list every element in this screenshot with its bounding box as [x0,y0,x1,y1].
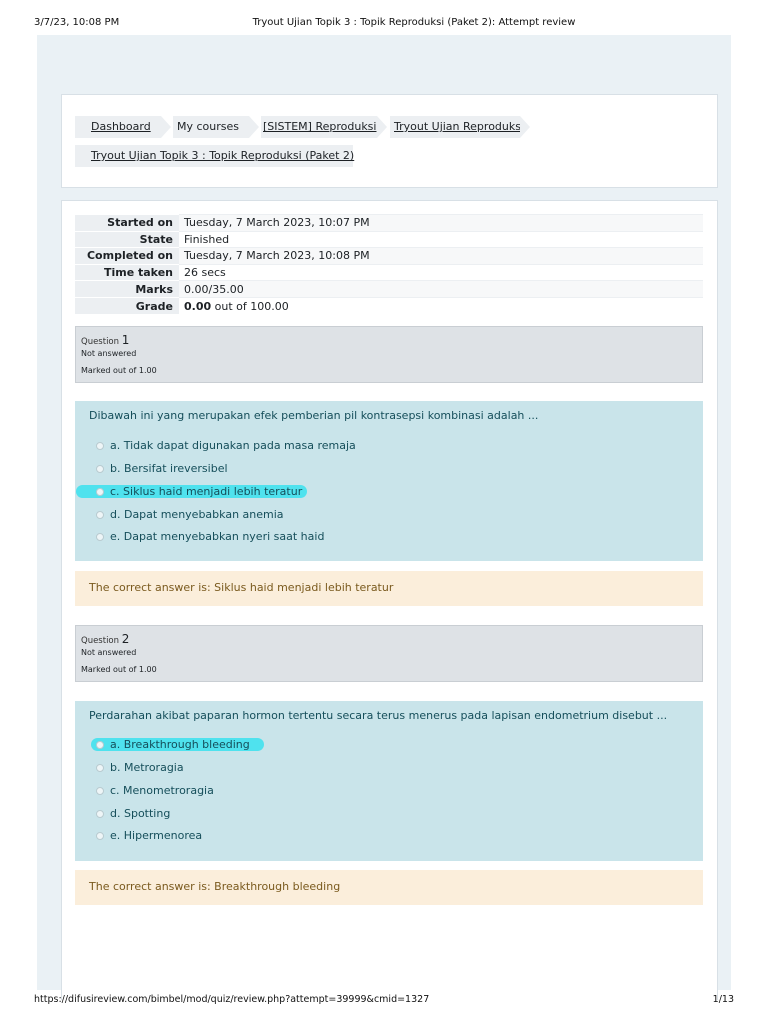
answer-label: a. Breakthrough bleeding [110,738,250,751]
print-page-title: Tryout Ujian Topik 3 : Topik Reproduksi (Paket 2): Attempt review [252,17,576,28]
breadcrumb-sistem-reproduksi[interactable] [261,116,377,138]
grade-value: 0.00 [184,299,212,313]
question-state: Not answered [81,349,137,358]
answer-label: c. Siklus haid menjadi lebih teratur [110,485,303,498]
breadcrumb-card [61,94,718,188]
radio-button[interactable] [96,787,104,795]
summary-label: Started on [75,215,179,232]
radio-button[interactable] [96,442,104,450]
summary-value: 0.00/35.00 [179,281,703,298]
breadcrumb-link-tryout-topik-3[interactable]: Tryout Ujian Topik 3 : Topik Reproduksi (Paket 2) [91,149,355,162]
question-text: Perdarahan akibat paparan hormon tertentu secara terus menerus pada lapisan endometrium disebut ... [89,709,668,722]
summary-value [179,297,703,314]
summary-label: Completed on [75,248,179,265]
breadcrumb-tryout-topik-3[interactable] [75,145,353,167]
radio-button[interactable] [96,488,104,496]
question-1-info [75,326,703,383]
summary-label: Marks [75,281,179,298]
radio-button[interactable] [96,832,104,840]
print-url: https://difusireview.com/bimbel/mod/quiz/review.php?attempt=39999&cmid=1327 [34,994,430,1005]
question-number: Question 2 [81,632,130,646]
question-1-formulation [75,401,703,561]
breadcrumb-my-courses[interactable] [173,116,249,138]
radio-button[interactable] [96,533,104,541]
answer-label: c. Menometroragia [110,784,214,797]
answer-label: a. Tidak dapat digunakan pada masa remaja [110,439,356,452]
question-1-feedback [75,571,703,606]
radio-button[interactable] [96,764,104,772]
question-2-feedback [75,870,703,905]
summary-row-marks [75,281,703,298]
print-footer [0,994,768,1008]
answer-label: d. Dapat menyebabkan anemia [110,508,284,521]
print-datetime: 3/7/23, 10:08 PM [34,17,120,28]
question-number: Question 1 [81,333,130,347]
summary-row-state [75,231,703,248]
question-marked-out-of: Marked out of 1.00 [81,665,157,674]
radio-button[interactable] [96,465,104,473]
answer-label: b. Bersifat ireversibel [110,462,228,475]
breadcrumb-link-tryout-ujian-reproduksi[interactable]: Tryout Ujian Reproduksi [394,120,525,133]
summary-label: State [75,231,179,248]
breadcrumb-dashboard[interactable] [75,116,161,138]
summary-value: Tuesday, 7 March 2023, 10:08 PM [179,248,703,265]
attempt-summary-table [75,214,703,314]
summary-row-grade [75,297,703,314]
breadcrumb-link-sistem-reproduksi[interactable]: [SISTEM] Reproduksi [263,120,377,133]
radio-button[interactable] [96,810,104,818]
breadcrumb-label-my-courses: My courses [177,120,239,133]
answer-label: d. Spotting [110,807,171,820]
answer-label: e. Hipermenorea [110,829,203,842]
print-header [0,17,768,31]
answer-label: e. Dapat menyebabkan nyeri saat haid [110,530,325,543]
answer-label: b. Metroragia [110,761,184,774]
correct-answer-text: The correct answer is: Breakthrough bleeding [89,880,341,893]
summary-value: 26 secs [179,264,703,281]
summary-value: Finished [179,231,703,248]
question-marked-out-of: Marked out of 1.00 [81,366,157,375]
correct-answer-text: The correct answer is: Siklus haid menjadi lebih teratur [89,581,394,594]
question-2-info [75,625,703,682]
summary-row-completed-on [75,248,703,265]
summary-row-time-taken [75,264,703,281]
question-text: Dibawah ini yang merupakan efek pemberian pil kontrasepsi kombinasi adalah ... [89,409,539,422]
breadcrumb-link-dashboard[interactable]: Dashboard [91,120,151,133]
radio-button[interactable] [96,511,104,519]
question-2-formulation [75,701,703,861]
summary-label: Grade [75,297,179,314]
summary-row-started-on [75,215,703,232]
radio-button[interactable] [96,741,104,749]
summary-value: Tuesday, 7 March 2023, 10:07 PM [179,215,703,232]
summary-label: Time taken [75,264,179,281]
question-state: Not answered [81,648,137,657]
print-page-count: 1/13 [712,994,734,1005]
breadcrumb-tryout-ujian-reproduksi[interactable] [390,116,525,138]
grade-suffix: out of 100.00 [211,299,289,313]
